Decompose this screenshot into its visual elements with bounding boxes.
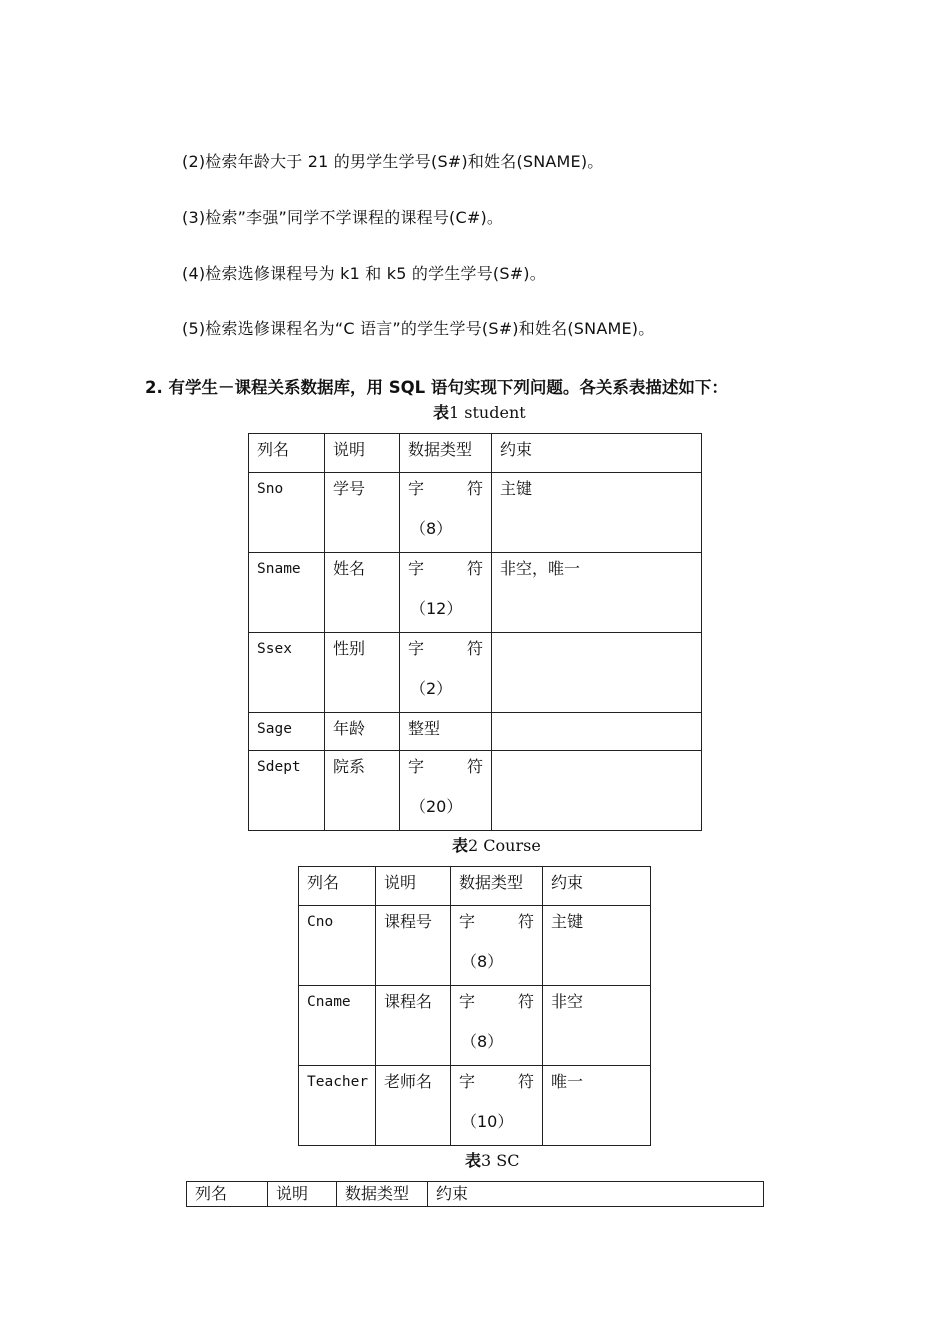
caption-prefix: 表: [465, 1151, 482, 1170]
table-row: [299, 906, 651, 986]
header-cell: 说明: [268, 1182, 337, 1207]
description-cell: 年龄: [325, 713, 400, 751]
datatype-size: （20）: [410, 797, 463, 816]
table-row: [299, 1066, 651, 1146]
column-name-cell: Sage: [249, 713, 325, 751]
header-cell: 约束: [543, 867, 651, 906]
column-name-cell: Cname: [299, 986, 376, 1066]
datatype-word: 符: [517, 1072, 534, 1091]
description-cell: 老师名: [376, 1066, 451, 1146]
table-row: [249, 713, 702, 751]
datatype-cell: 整型: [400, 713, 492, 751]
description-cell: 院系: [325, 751, 400, 831]
datatype-word: 符: [466, 757, 483, 776]
constraint-cell: 唯一: [543, 1066, 651, 1146]
table-header-row: [187, 1182, 764, 1207]
table-caption-sc: [465, 1148, 519, 1171]
column-name-cell: Teacher: [299, 1066, 376, 1146]
table-caption-student: [433, 400, 526, 423]
constraint-cell: 非空，唯一: [492, 553, 702, 633]
datatype-cell: [400, 553, 492, 633]
datatype-cell: [451, 1066, 543, 1146]
table-row: [249, 553, 702, 633]
sc-table: [186, 1181, 764, 1207]
table-row: [299, 986, 651, 1066]
table-row: [249, 473, 702, 553]
caption-text: 3 SC: [481, 1151, 520, 1170]
datatype-word: 字: [408, 559, 425, 578]
datatype-word: 字: [408, 757, 425, 776]
constraint-cell: 主键: [543, 906, 651, 986]
datatype-word: 符: [466, 479, 483, 498]
column-name-cell: Sdept: [249, 751, 325, 831]
section-heading: 2. 有学生－课程关系数据库，用 SQL 语句实现下列问题。各关系表描述如下：: [145, 378, 728, 397]
header-cell: 列名: [299, 867, 376, 906]
datatype-word: 符: [517, 912, 534, 931]
constraint-cell: [492, 633, 702, 713]
constraint-cell: 非空: [543, 986, 651, 1066]
description-cell: 学号: [325, 473, 400, 553]
header-cell: 说明: [376, 867, 451, 906]
course-table: [298, 866, 651, 1146]
datatype-size: （8）: [461, 952, 504, 971]
datatype-cell: [400, 751, 492, 831]
table-header-row: [299, 867, 651, 906]
datatype-size: （2）: [410, 679, 453, 698]
column-name-cell: Cno: [299, 906, 376, 986]
constraint-cell: [492, 713, 702, 751]
column-name-cell: Sno: [249, 473, 325, 553]
header-cell: 数据类型: [400, 434, 492, 473]
datatype-word: 字: [459, 912, 476, 931]
table-header-row: [249, 434, 702, 473]
constraint-cell: [492, 751, 702, 831]
datatype-word: 符: [466, 639, 483, 658]
header-cell: 约束: [428, 1182, 764, 1207]
description-cell: 姓名: [325, 553, 400, 633]
header-cell: 列名: [249, 434, 325, 473]
datatype-cell: [400, 473, 492, 553]
datatype-word: 字: [459, 992, 476, 1011]
header-cell: 列名: [187, 1182, 268, 1207]
datatype-size: （10）: [461, 1112, 514, 1131]
constraint-cell: 主键: [492, 473, 702, 553]
header-cell: 数据类型: [451, 867, 543, 906]
datatype-word: 字: [408, 479, 425, 498]
datatype-cell: [400, 633, 492, 713]
header-cell: 说明: [325, 434, 400, 473]
caption-text: 2 Course: [468, 836, 541, 855]
datatype-word: 字: [459, 1072, 476, 1091]
caption-prefix: 表: [433, 403, 450, 422]
datatype-size: （8）: [410, 519, 453, 538]
question-5: (5)检索选修课程名为“C 语言”的学生学号(S#)和姓名(SNAME)。: [182, 319, 655, 338]
question-4: (4)检索选修课程号为 k1 和 k5 的学生学号(S#)。: [182, 264, 546, 283]
column-name-cell: Sname: [249, 553, 325, 633]
caption-text: 1 student: [449, 403, 526, 422]
description-cell: 性别: [325, 633, 400, 713]
datatype-size: （8）: [461, 1032, 504, 1051]
description-cell: 课程号: [376, 906, 451, 986]
question-3: (3)检索”李强”同学不学课程的课程号(C#)。: [182, 208, 504, 227]
datatype-word: 符: [466, 559, 483, 578]
table-caption-course: [452, 833, 541, 856]
datatype-size: （12）: [410, 599, 463, 618]
datatype-cell: [451, 906, 543, 986]
header-cell: 数据类型: [337, 1182, 428, 1207]
datatype-word: 符: [517, 992, 534, 1011]
question-2: (2)检索年龄大于 21 的男学生学号(S#)和姓名(SNAME)。: [182, 152, 604, 171]
description-cell: 课程名: [376, 986, 451, 1066]
datatype-word: 字: [408, 639, 425, 658]
student-table: [248, 433, 702, 831]
column-name-cell: Ssex: [249, 633, 325, 713]
caption-prefix: 表: [452, 836, 469, 855]
table-row: [249, 751, 702, 831]
datatype-cell: [451, 986, 543, 1066]
table-row: [249, 633, 702, 713]
header-cell: 约束: [492, 434, 702, 473]
